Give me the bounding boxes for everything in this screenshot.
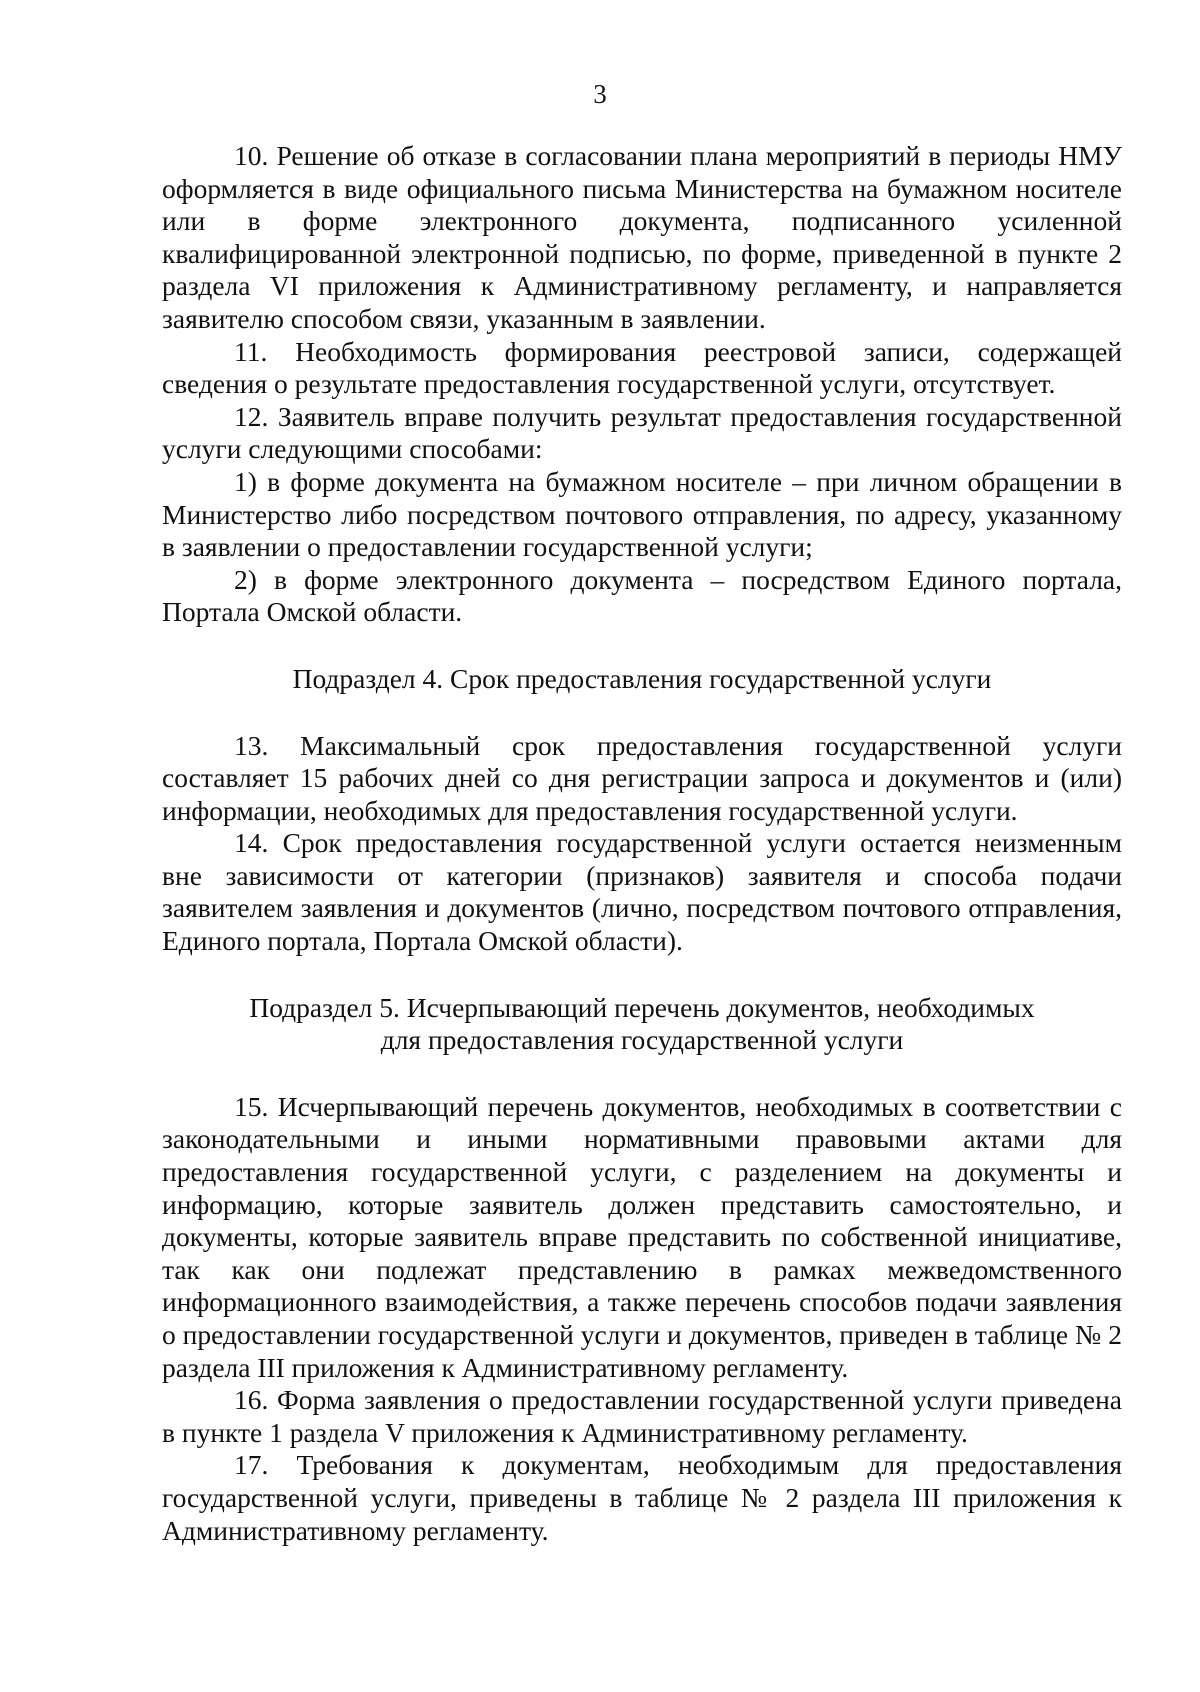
subsection-5-heading <box>162 992 1122 1057</box>
paragraph-14: 14. Срок предоставления государственной услуги остается неизменным вне зависимости от категории (признаков) заявителя и способа подачи заявителем заявления и документов (лично, посредством почтового отправления, Единого портала, Портала Омской области). <box>162 827 1122 957</box>
paragraph-16: 16. Форма заявления о предоставлении государственной услуги приведена в пункте 1 раздела V приложения к Административному регламенту. <box>162 1384 1122 1448</box>
paragraph-11: 11. Необходимость формирования реестровой записи, содержащей сведения о результате предоставления государственной услуги, отсутствует. <box>162 335 1122 400</box>
paragraph-15: 15. Исчерпывающий перечень документов, необходимых в соответствии с законодательными и иными нормативными правовыми актами для предоставления государственной услуги, с разделением на документы и информацию, которые заявитель должен представить самостоятельно, и документы, которые заявитель вправе представить по собственной инициативе, так как они подлежат представлению в рамках межведомственного информационного взаимодействия, а также перечень способов подачи заявления о предоставлении государственной услуги и документов, приведен в таблице № 2 раздела III приложения к Административному регламенту. <box>162 1090 1122 1383</box>
paragraph-12: 12. Заявитель вправе получить результат предоставления государственной услуги следующими способами: <box>162 400 1122 465</box>
paragraph-17: 17. Требования к документам, необходимым для предоставления государственной услуги, приведены в таблице № 2 раздела III приложения к Административному регламенту. <box>162 1449 1122 1546</box>
paragraph-10: 10. Решение об отказе в согласовании плана мероприятий в периоды НМУ оформляется в виде официального письма Министерства на бумажном носителе или в форме электронного документа, подписанного усиленной квалифицированной электронной подписью, по форме, приведенной в пункте 2 раздела VI приложения к Административному регламенту, и направляется заявителю способом связи, указанным в заявлении. <box>162 140 1122 334</box>
subsection-5-heading-line-2: для предоставления государственной услуги <box>380 1024 904 1056</box>
paragraph-12-item-1: 1) в форме документа на бумажном носителе – при личном обращении в Министерство либо посредством почтового отправления, по адресу, указанному в заявлении о предоставлении государственной услуги; <box>162 465 1122 563</box>
subsection-5-heading-line-1: Подраздел 5. Исчерпывающий перечень документов, необходимых <box>249 991 1035 1023</box>
paragraph-13: 13. Максимальный срок предоставления государственной услуги составляет 15 рабочих дней со дня регистрации запроса и документов и (или) информации, необходимых для предоставления государственной услуги. <box>162 729 1122 826</box>
page-number: 3 <box>593 79 607 109</box>
paragraph-12-item-2: 2) в форме электронного документа – посредством Единого портала, Портала Омской области. <box>162 563 1122 628</box>
document-body <box>162 140 1122 1547</box>
subsection-4-heading: Подраздел 4. Срок предоставления государственной услуги <box>292 662 992 694</box>
